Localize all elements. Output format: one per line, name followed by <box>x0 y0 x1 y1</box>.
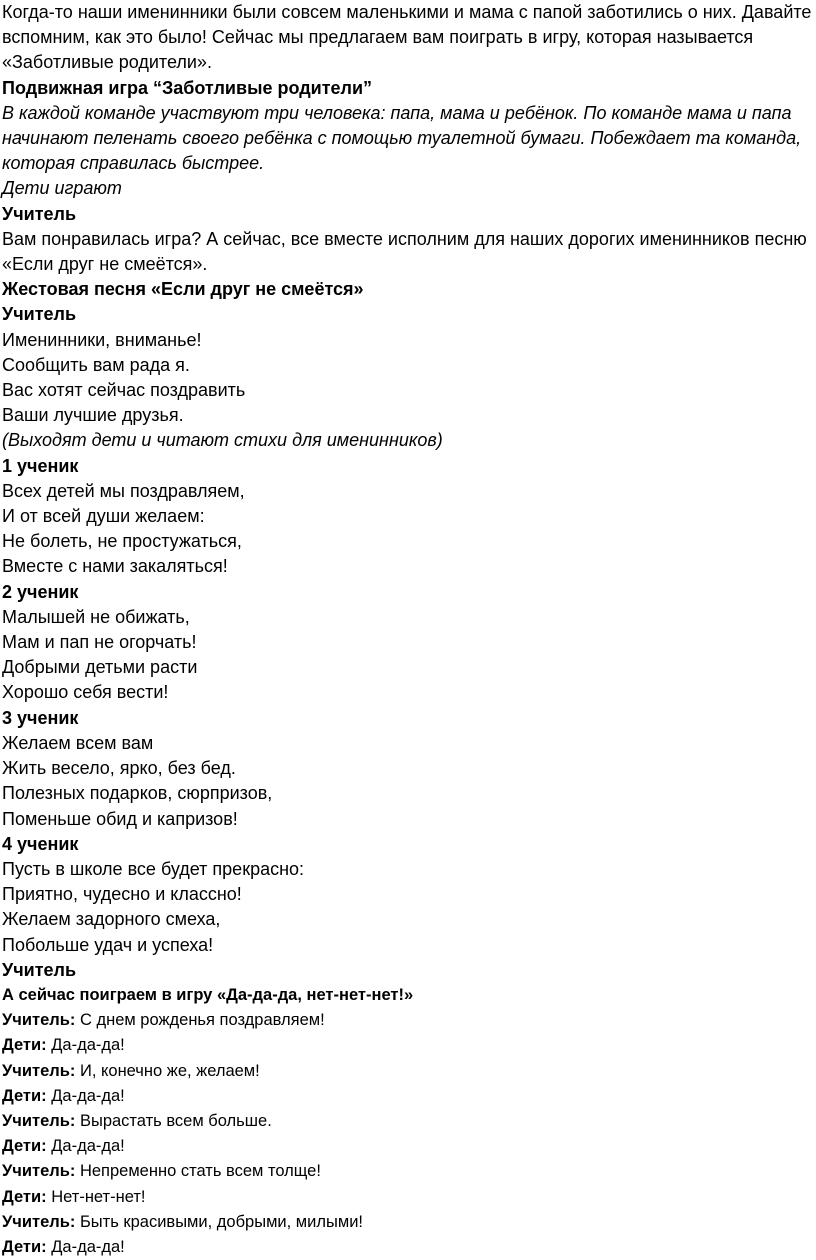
dialogue-line <box>2 1134 812 1159</box>
poem-line: Добрыми детьми расти <box>2 657 198 678</box>
speaker-label: Учитель: <box>2 1011 76 1030</box>
student-label: 3 ученик <box>2 707 79 728</box>
speaker-label: Учитель: <box>2 1111 76 1130</box>
teacher-text: Вам понравилась игра? А сейчас, все вместе исполним для наших дорогих именинников песню «Если друг не смеётся». <box>2 228 807 275</box>
poem-line: Приятно, чудесно и классно! <box>2 884 242 905</box>
speaker-label: Учитель: <box>2 1162 76 1181</box>
dialogue-text: И, конечно же, желаем! <box>75 1061 260 1080</box>
dialogue-text: С днем рожденья поздравляем! <box>75 1011 325 1030</box>
poem-line: Вас хотят сейчас поздравить <box>2 380 246 401</box>
teacher-label: Учитель <box>2 304 77 325</box>
poem-line: Всех детей мы поздравляем, <box>2 480 245 501</box>
speaker-label: Дети: <box>2 1086 47 1105</box>
poem-line: И от всей души желаем: <box>2 506 205 527</box>
dialogue-text: Нет-нет-нет! <box>46 1187 146 1206</box>
dialogue-text: Да-да-да! <box>46 1036 125 1055</box>
game1-rules: В каждой команде участвуют три человека: папа, мама и ребёнок. По команде мама и папа начинают пеленать своего ребёнка с помощью туалетной бумаги. Побеждает та команда, которая справилась быстрее. <box>2 102 802 174</box>
dialogue-text: Да-да-да! <box>46 1137 125 1156</box>
speaker-label: Дети: <box>2 1036 47 1055</box>
poem-line: Желаем всем вам <box>2 732 154 753</box>
teacher-label: Учитель <box>2 959 77 980</box>
poem-line: Мам и пап не огорчать! <box>2 632 197 653</box>
game2-title: А сейчас поиграем в игру «Да-да-да, нет-нет-нет!» <box>2 985 414 1004</box>
speaker-label: Дети: <box>2 1137 47 1156</box>
dialogue-line <box>2 1235 812 1260</box>
poem-line: Малышей не обижать, <box>2 606 190 627</box>
dialogue-text: Непременно стать всем толще! <box>75 1162 321 1181</box>
intro-paragraph: Когда-то наши именинники были совсем маленькими и мама с папой заботились о них. Давайте вспомним, как это было! Сейчас мы предлагаем вам поиграть в игру, которая называется «Заботливые родители». <box>2 2 812 73</box>
poem-line: Не болеть, не простужаться, <box>2 531 242 552</box>
poem-line: Хорошо себя вести! <box>2 682 169 703</box>
stage-direction: (Выходят дети и читают стихи для именинников) <box>2 430 443 451</box>
document-page <box>2 0 812 1260</box>
dialogue-line <box>2 1185 812 1210</box>
speaker-label: Дети: <box>2 1187 47 1206</box>
poem-line: Желаем задорного смеха, <box>2 909 221 930</box>
dialogue-text: Да-да-да! <box>46 1237 125 1256</box>
dialogue-text: Вырастать всем больше. <box>75 1111 272 1130</box>
dialogue-text: Да-да-да! <box>46 1086 125 1105</box>
dialogue-line <box>2 1033 812 1058</box>
dialogue-line <box>2 1059 812 1084</box>
poem-line: Пусть в школе все будет прекрасно: <box>2 858 305 879</box>
poem-line: Именинники, вниманье! <box>2 329 202 350</box>
poem-line: Ваши лучшие друзья. <box>2 405 184 426</box>
game1-title: Подвижная игра “Заботливые родители” <box>2 77 373 98</box>
poem-line: Поменьше обид и капризов! <box>2 808 238 829</box>
dialogue-text: Быть красивыми, добрыми, милыми! <box>75 1212 363 1231</box>
poem-line: Полезных подарков, сюрпризов, <box>2 783 273 804</box>
teacher-label: Учитель <box>2 203 77 224</box>
song-title: Жестовая песня «Если друг не смеётся» <box>2 279 364 300</box>
dialogue-line <box>2 1210 812 1235</box>
student-label: 1 ученик <box>2 455 79 476</box>
dialogue-line <box>2 1109 812 1134</box>
student-label: 4 ученик <box>2 833 79 854</box>
student-label: 2 ученик <box>2 581 79 602</box>
speaker-label: Учитель: <box>2 1212 76 1231</box>
dialogue-line <box>2 1008 812 1033</box>
speaker-label: Учитель: <box>2 1061 76 1080</box>
children-play-note: Дети играют <box>2 178 122 199</box>
poem-line: Жить весело, ярко, без бед. <box>2 758 236 779</box>
poem-line: Побольше удач и успеха! <box>2 934 214 955</box>
dialogue-line <box>2 1084 812 1109</box>
dialogue-line <box>2 1159 812 1184</box>
speaker-label: Дети: <box>2 1237 47 1256</box>
poem-line: Вместе с нами закаляться! <box>2 556 228 577</box>
poem-line: Сообщить вам рада я. <box>2 354 190 375</box>
